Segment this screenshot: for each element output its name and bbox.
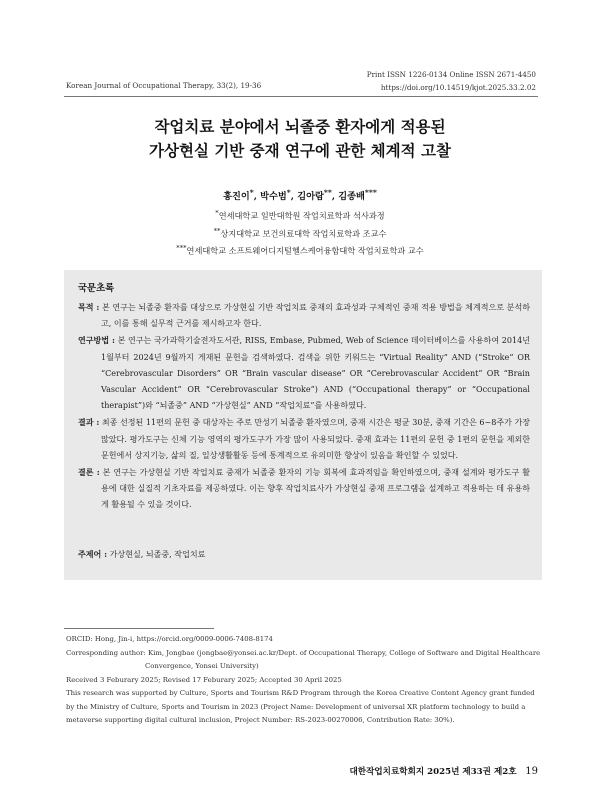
header-divider xyxy=(64,96,538,97)
results-label: 결과 : xyxy=(78,417,100,428)
affiliation-1-mark: * xyxy=(215,209,219,217)
author-2-mark: * xyxy=(286,188,291,197)
journal-citation: Korean Journal of Occupational Therapy, 33(2), 19-36 xyxy=(66,81,262,90)
author-3-mark: ** xyxy=(323,188,332,197)
conclusion-label: 결론 : xyxy=(78,467,100,478)
author-1: 홍진이 xyxy=(223,191,250,203)
abstract-body xyxy=(78,299,530,514)
author-list: 홍진이*, 박수범*, 김아람**, 김종배*** xyxy=(223,188,377,203)
author-4: 김종배 xyxy=(338,191,365,203)
footnotes xyxy=(66,633,546,728)
methods-text: 본 연구는 국가과학기술전자도서관, RISS, Embase, Pubmed, Web of Science 데이터베이스를 사용하여 2014년 1월부터 2024년 9월까지 게재된 문헌을 검색하였다. 검색을 위한 키워드는 “Virtual Reality” AND (“Stroke” OR “Cerebrovascular Disorders” OR “Brain vascular disease” OR “Cerebrovascular Accident” OR “Brain Vascular Accident” OR “Cerebrovascular Stroke”) AND (“Occupational therapy” or “Occupational therapist”)와 “뇌졸중” AND “가상현실” AND “작업치료”를 사용하였다. xyxy=(101,336,530,411)
abstract-conclusion xyxy=(78,464,530,514)
footnote-funding-1: This research was supported by Culture, Sports and Tourism R&D Program through the Korea Creative Content Agency grant funded xyxy=(66,689,535,697)
author-2: 박수범 xyxy=(260,191,287,203)
purpose-label: 목적 : xyxy=(78,302,100,312)
title-line-1: 작업치료 분야에서 뇌졸중 환자에게 적용된 xyxy=(154,117,446,136)
footnote-funding-2: by the Ministry of Culture, Sports and Tourism in 2023 (Project Name: Development of universal XR platform technology to build a xyxy=(66,702,526,711)
affiliation-1 xyxy=(0,206,600,224)
footnote-orcid[interactable]: ORCID: Hong, Jin-i, https://orcid.org/0009-0006-7408-8174 xyxy=(66,635,273,643)
page-footer xyxy=(349,765,538,777)
footnote-corresponding: Corresponding author: Kim, Jongbae (jongbae@yonsei.ac.kr/Dept. of Occupational Therapy, College of Software and Digital Healthcare xyxy=(66,648,541,657)
conclusion-text: 본 연구는 가상현실 기반 작업치료 중재가 뇌졸중 환자의 기능 회복에 효과적임을 확인하였으며, 중재 설계와 평가도구 활용에 대한 실질적 기초자료를 제공하였다. 이는 향후 작업치료사가 가상현실 중재 프로그램을 설계하고 적용하는 데 유용하게 활용될 수 있을 것이다. xyxy=(101,468,530,510)
footnote-divider xyxy=(64,628,214,629)
affiliation-3-text: 연세대학교 소프트웨어디지털헬스케어융합대학 작업치료학과 교수 xyxy=(186,246,424,257)
author-3: 김아람 xyxy=(297,191,324,203)
affiliation-2 xyxy=(0,224,600,242)
author-1-mark: * xyxy=(249,188,254,197)
abstract-heading: 국문초록 xyxy=(78,283,115,294)
paper-title xyxy=(0,115,600,163)
abstract-results xyxy=(78,414,530,464)
issn-doi-block xyxy=(367,69,536,94)
affiliation-2-mark: ** xyxy=(213,226,221,235)
issn-text: Print ISSN 1226-0134 Online ISSN 2671-4450 xyxy=(366,70,536,79)
abstract-purpose xyxy=(78,299,530,332)
keywords xyxy=(78,549,205,560)
title-line-2: 가상현실 기반 중재 연구에 관한 체계적 고찰 xyxy=(149,141,451,160)
affiliation-3 xyxy=(0,241,600,259)
author-4-mark: *** xyxy=(364,188,377,197)
doi-link[interactable]: https://doi.org/10.14519/kjot.2025.33.2.02 xyxy=(380,82,536,92)
affiliation-2-text: 상지대학교 보건의료대학 작업치료학과 조교수 xyxy=(220,228,387,239)
footer-journal-issue: 대한작업치료학회지 2025년 제33권 제2호 xyxy=(349,767,517,777)
purpose-text: 본 연구는 뇌졸중 환자를 대상으로 가상현실 기반 작업치료 중재의 효과성과 구체적인 중재 적용 방법을 체계적으로 분석하고, 이를 통해 실무적 근거를 제시하고자 한다. xyxy=(101,303,530,329)
affiliation-1-text: 연세대학교 일반대학원 작업치료학과 석사과정 xyxy=(218,210,385,221)
footnote-dates: Received 3 Feburary 2025; Revised 17 Feburary 2025; Accepted 30 April 2025 xyxy=(66,675,342,684)
affiliation-list xyxy=(0,206,600,259)
footnote-corresponding-cont: Convergence, Yonsei University) xyxy=(145,662,259,670)
keywords-label: 주제어 : xyxy=(78,549,108,559)
methods-label: 연구방법 : xyxy=(78,335,115,346)
keywords-text: 가상현실, 뇌졸중, 작업치료 xyxy=(109,550,206,559)
affiliation-3-mark: *** xyxy=(176,244,187,253)
abstract-methods xyxy=(78,332,530,414)
page-number: 19 xyxy=(525,766,538,777)
results-text: 최종 선정된 11편의 문헌 중 대상자는 주로 만성기 뇌졸중 환자였으며, 중재 시간은 평균 30분, 중재 기간은 6~8주가 가장 많았다. 평가도구는 신체 기능 영역의 평가도구가 가장 많이 사용되었다. 중재 효과는 11편의 문헌 중 1편의 문헌을 제외한 문헌에서 상지기능, 삶의 질, 일상생활활동 등에 통계적으로 유의미한 향상이 있음을 확인할 수 있었다. xyxy=(101,418,530,460)
footnote-funding-3: metaverse supporting digital cultural inclusion, Project Number: RS-2023-00270006, Contribution Rate: 30%). xyxy=(66,716,455,724)
